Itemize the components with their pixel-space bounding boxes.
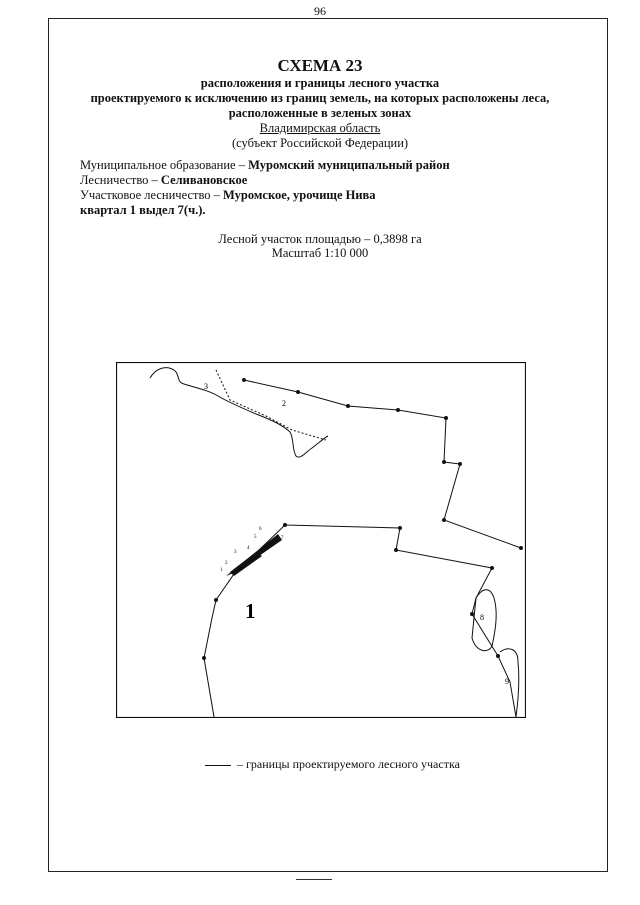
scheme-title: СХЕМА 23 [277, 56, 363, 75]
forestry-line [80, 173, 247, 188]
quarter-line: квартал 1 выдел 7(ч.). [80, 203, 206, 217]
title-line-1: расположения и границы лесного участка [200, 76, 440, 90]
label-quarter-1: 1 [245, 599, 256, 623]
region-note: (субъект Российской Федерации) [231, 136, 409, 150]
municipality-line [80, 158, 450, 173]
vertex-label-1: 1 [220, 568, 223, 573]
title-line-2: проектируемого к исключению из границ земель, на которых расположены леса, [90, 91, 550, 105]
vertex-label-2: 2 [225, 561, 228, 566]
title-line-3: расположенные в зеленых зонах [228, 106, 412, 120]
legend-line-sample [205, 765, 231, 766]
page-number: 96 [314, 4, 326, 18]
label-area-9: 9 [505, 677, 509, 686]
vertex-label-5: 5 [254, 535, 257, 540]
map-border [117, 363, 526, 718]
vertex-label-4: 4 [247, 546, 250, 551]
vertex-label-7: 7 [281, 536, 284, 541]
district-line [80, 188, 376, 203]
region-name: Владимирская область [259, 121, 381, 135]
district-label: Участковое лесничество – [80, 188, 224, 202]
district-value: Муромское, урочище Нива [223, 188, 376, 202]
forestry-value: Селивановское [160, 173, 248, 187]
vertex-label-6: 6 [259, 527, 262, 532]
label-area-8: 8 [480, 613, 484, 622]
municipality-label: Муниципальное образование – [80, 158, 249, 172]
municipality-value: Муромский муниципальный район [248, 158, 450, 172]
site-map [116, 362, 526, 718]
area-block [0, 232, 640, 260]
vertex-label-3: 3 [234, 550, 237, 555]
map-legend [205, 757, 460, 772]
forestry-label: Лесничество – [80, 173, 161, 187]
area-size: Лесной участок площадью – 0,3898 га [218, 232, 422, 246]
label-area-2: 2 [282, 399, 286, 408]
legend-text: – границы проектируемого лесного участка [237, 757, 460, 771]
footer-rule [296, 879, 332, 880]
label-area-3: 3 [204, 382, 208, 391]
map-scale: Масштаб 1:10 000 [271, 246, 369, 260]
vertex-label-8: 8 [239, 567, 242, 572]
